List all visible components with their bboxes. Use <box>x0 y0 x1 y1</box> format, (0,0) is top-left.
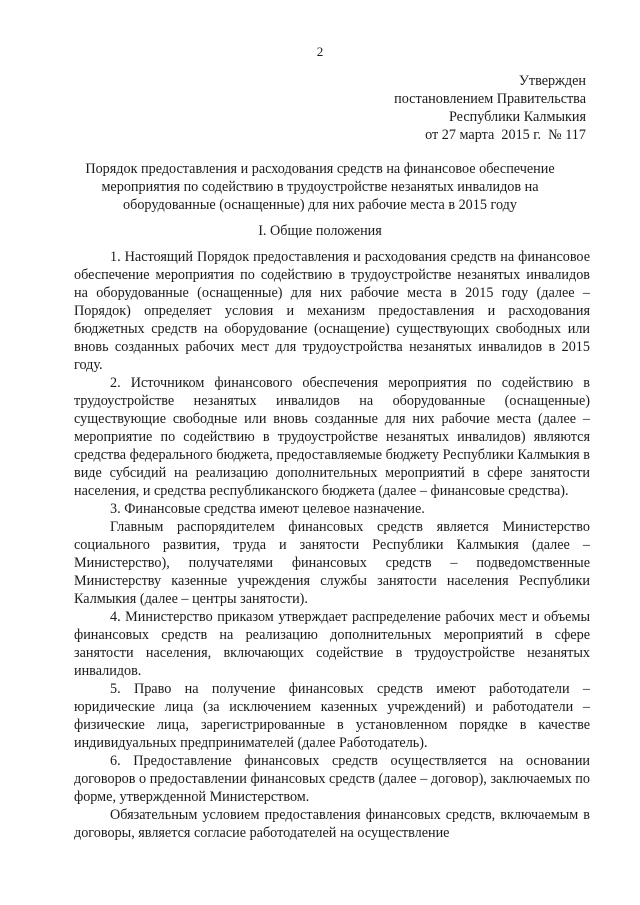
title-line: мероприятия по содействию в трудоустройстве незанятых инвалидов на <box>101 179 539 195</box>
paragraph-4: Главным распорядителем финансовых средств является Министерство социального развития, труда и занятости Республики Калмыкия (далее – Министерство), получателями финансовых средств – подведомственные Министерству казенные учреждения службы занятости населения Республики Калмыкия (далее – центры занятости). <box>74 519 590 607</box>
document-title <box>60 160 580 214</box>
approval-block <box>394 72 586 144</box>
title-line: оборудованные (оснащенные) для них рабочие места в 2015 году <box>123 197 517 213</box>
paragraph-6: 5. Право на получение финансовых средств имеют работодатели – юридические лица (за исключением казенных учреждений) и работодатели – физические лица, зарегистрированные в установленном порядке в качестве индивидуальных предпринимателей (далее Работодатель). <box>74 681 590 751</box>
paragraph-3: 3. Финансовые средства имеют целевое назначение. <box>110 501 425 517</box>
paragraph-1: 1. Настоящий Порядок предоставления и расходования средств на финансовое обеспечение мероприятия по содействию в трудоустройстве незанятых инвалидов на оборудованные (оснащенные) для них рабочие места в 2015 году (далее – Порядок) определяет условия и механизм предоставления и расходования бюджетных средств на оборудование (оснащение) существующих свободных или вновь созданных рабочих мест для трудоустройства незанятых инвалидов в 2015 году. <box>74 249 590 373</box>
approval-line: Утвержден <box>518 73 586 89</box>
body-text <box>74 248 590 842</box>
page-number: 2 <box>316 44 324 59</box>
paragraph-7: 6. Предоставление финансовых средств осуществляется на основании договоров о предоставлении финансовых средств (далее – договор), заключаемых по форме, утвержденной Министерством. <box>74 753 590 805</box>
approval-line: от 27 марта 2015 г. № 117 <box>425 127 586 143</box>
title-line: Порядок предоставления и расходования средств на финансовое обеспечение <box>85 161 555 177</box>
approval-line: постановлением Правительства <box>394 91 586 107</box>
paragraph-5: 4. Министерство приказом утверждает распределение рабочих мест и объемы финансовых средств на реализацию дополнительных мероприятий в сфере занятости населения, включающих содействие в трудоустройстве незанятых инвалидов. <box>74 609 590 679</box>
section-heading: I. Общие положения <box>258 223 382 239</box>
paragraph-2: 2. Источником финансового обеспечения мероприятия по содействию в трудоустройстве незанятых инвалидов на оборудованные (оснащенные) существующие свободные или вновь созданные для них рабочие места (далее – мероприятие по содействию в трудоустройстве незанятых инвалидов) являются средства федерального бюджета, предоставляемые бюджету Республики Калмыкия в виде субсидий на реализацию дополнительных мероприятий в сфере занятости населения, и средства республиканского бюджета (далее – финансовые средства). <box>74 375 590 499</box>
paragraph-8: Обязательным условием предоставления финансовых средств, включаемым в договоры, является согласие работодателей на осуществление <box>74 807 590 841</box>
approval-line: Республики Калмыкия <box>448 109 586 125</box>
